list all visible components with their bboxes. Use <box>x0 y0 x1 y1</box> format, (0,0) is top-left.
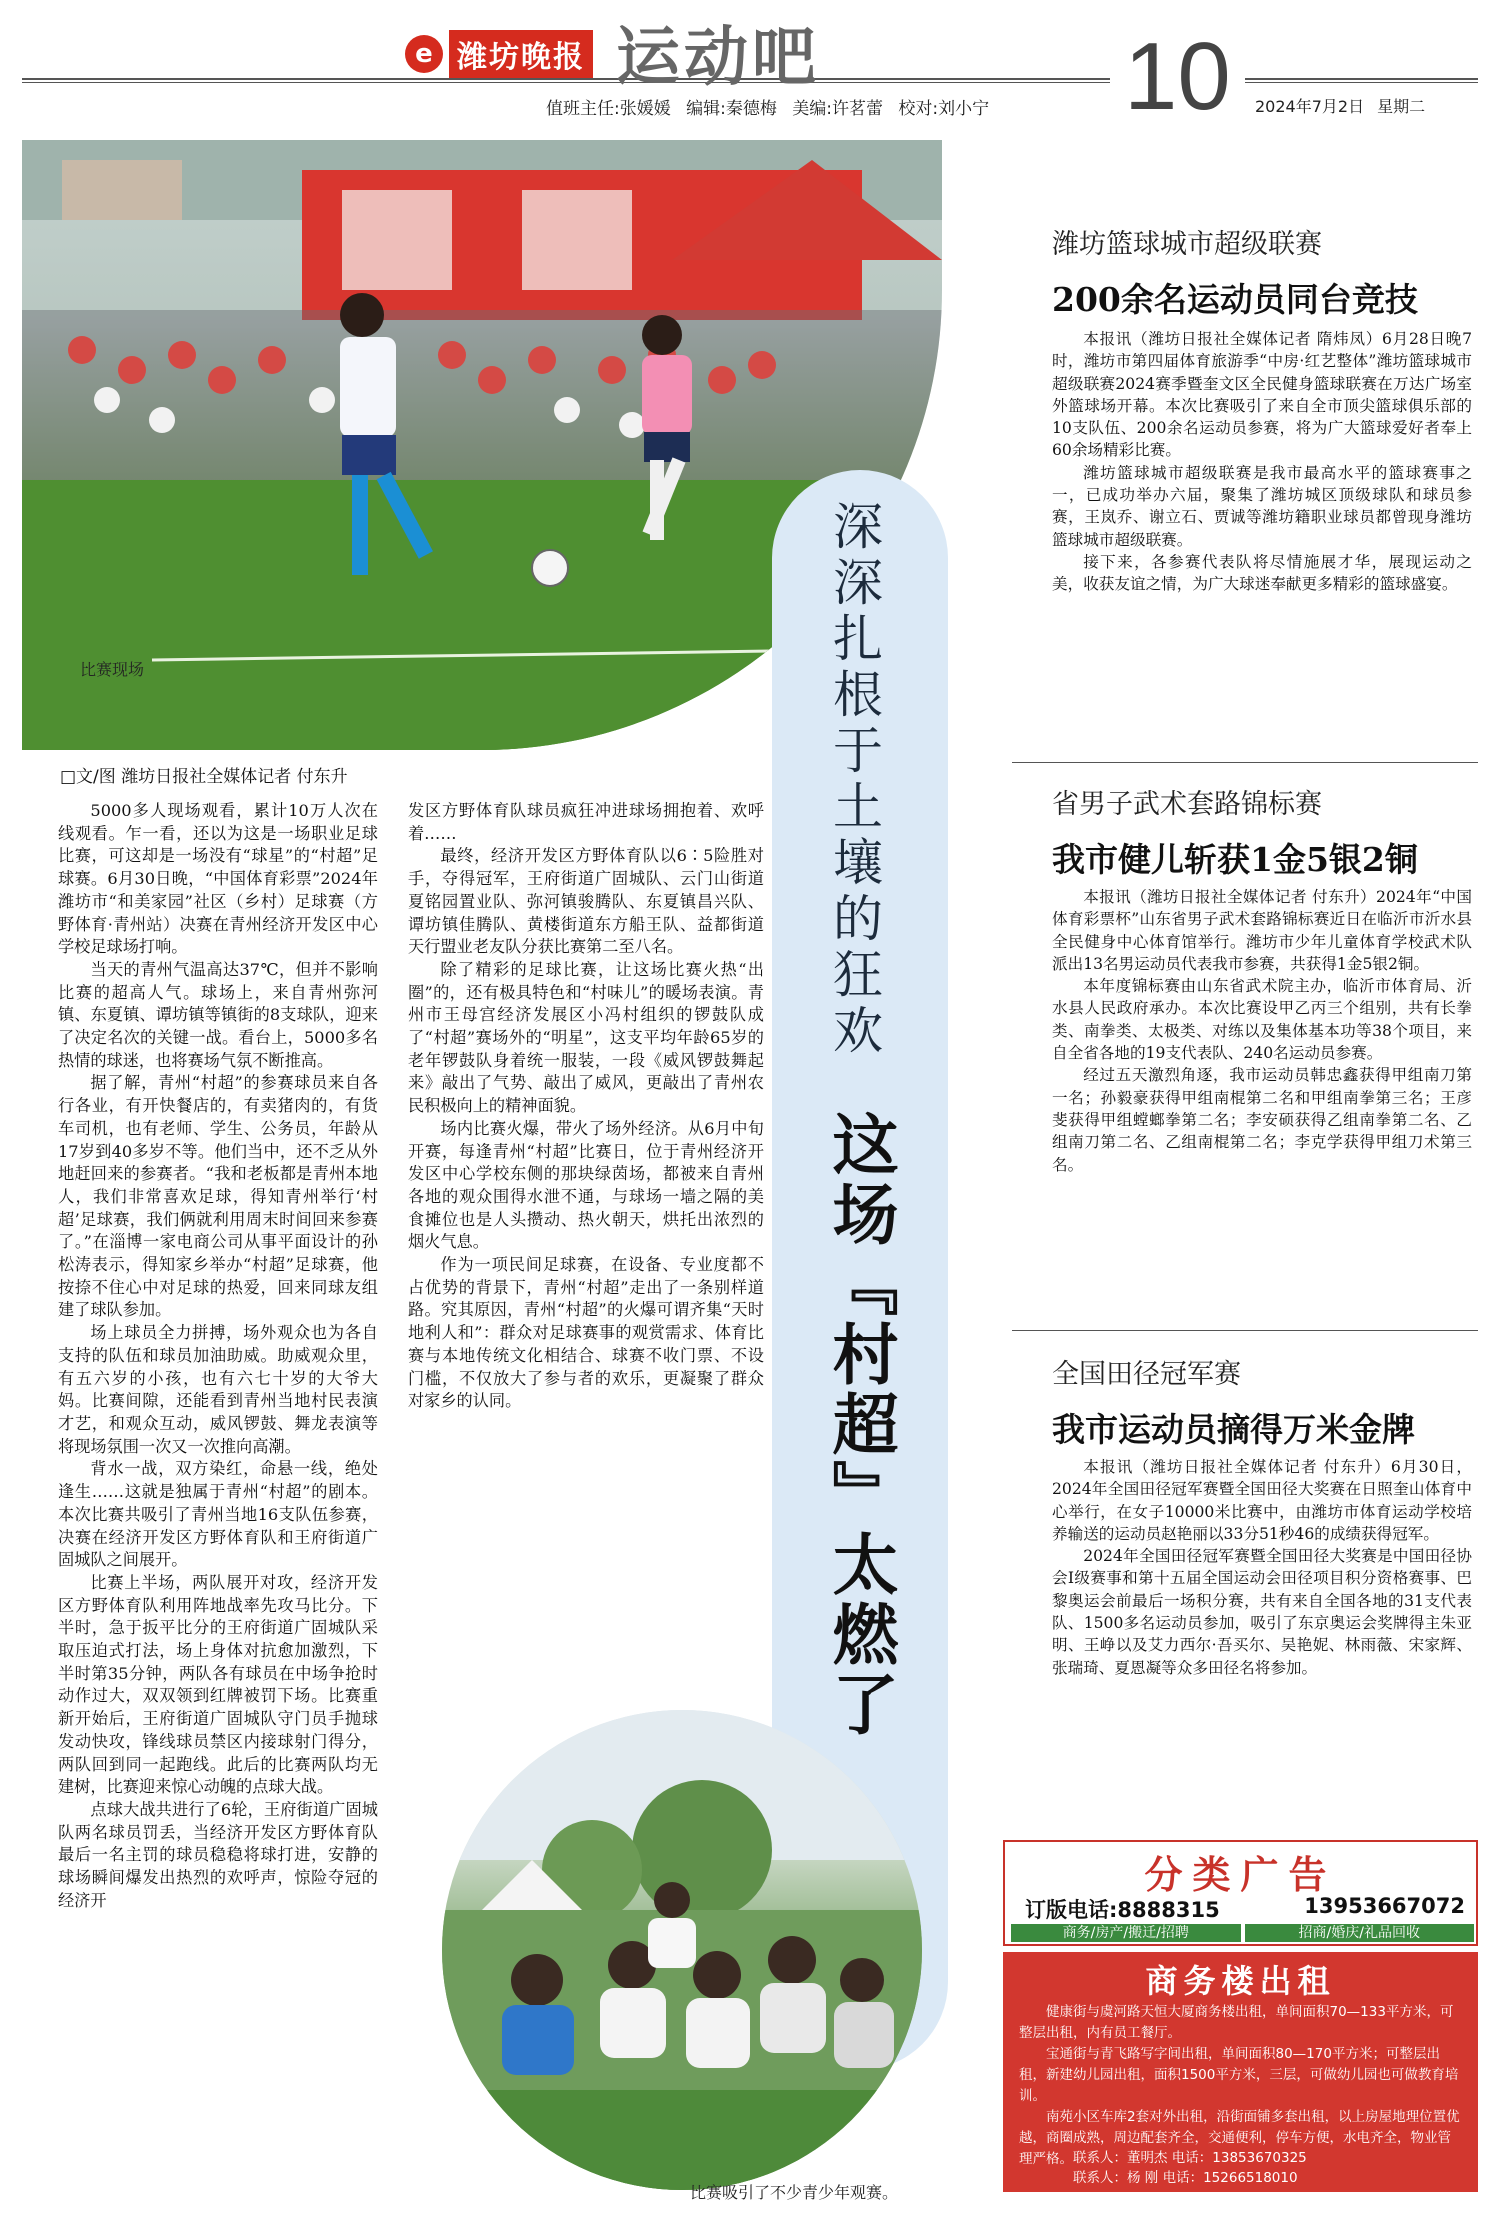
kicker-basketball: 潍坊篮球城市超级联赛 <box>1052 229 1322 260</box>
masthead-logo <box>405 30 593 78</box>
phone-number: 8888315 <box>1117 1898 1220 1922</box>
photo-caption-bottom: 比赛吸引了不少青少年观赛。 <box>690 2183 899 2202</box>
paragraph: 点球大战共进行了6轮，王府街道广固城队两名球员罚丢，当经济开发区方野体育队最后一名主罚的球员稳稳将球打进，安静的球场瞬间爆发出热烈的欢呼声，惊险夺冠的经济开 <box>58 1799 378 1910</box>
story-basketball <box>1052 328 1472 596</box>
paragraph: 最终，经济开发区方野体育队以6∶5险胜对手，夺得冠军，王府街道广固城队、云门山街道夏铭园置业队、弥河镇骏腾队、东夏镇昌兴队、谭坊镇佳腾队、黄楼街道东方船王队、益都街道天行盟业老友队分获比赛第二至八名。 <box>408 846 764 957</box>
ad-contact: 联系人：杨 刚 电话：15266518010 <box>1073 2170 1298 2186</box>
paragraph: 潍坊篮球城市超级联赛是我市最高水平的篮球赛事之一，已成功举办六届，聚集了潍坊城区顶级球队和球员参赛，王岚乔、谢立石、贾诚等潍坊籍职业球员都曾现身潍坊篮球城市超级联赛。 <box>1052 463 1472 549</box>
story-divider <box>1012 1330 1478 1331</box>
paragraph: 除了精彩的足球比赛，让这场比赛火热“出圈”的，还有极具特色和“村味儿”的暖场表演。青州市王母宫经济发展区小冯村组织的锣鼓队成了“村超”赛场外的“明星”，这支平均年龄65岁的老年锣鼓队身着统一服装，一段《威风锣鼓舞起来》敲出了气势、敲出了威风，更敲出了青州农民积极向上的精神面貌。 <box>408 959 764 1116</box>
page-number: 10 <box>1110 22 1245 132</box>
story-column-2 <box>408 800 764 1413</box>
issue-date: 2024年7月2日 星期二 <box>1255 97 1426 116</box>
classified-ad-phones: 订版电话:8888315 13953667072 <box>1025 1894 1465 1922</box>
paragraph: 比赛上半场，两队展开对攻，经济开发区方野体育队利用阵地战率先攻马比分。下半时，急于扳平比分的王府街道广固城队采取压迫式打法，场上身体对抗愈加激烈，下半时第35分钟，两队各有球员在中场争抢时动作过大，双双领到红牌被罚下场。比赛重新开始后，王府街道广固城队守门员手抛球发动快攻，锋线球员禁区内接球射门得分，两队回到同一起跑线。此后的比赛两队均无建树，比赛迎来惊心动魄的点球大战。 <box>58 1572 378 1797</box>
phone-number: 13953667072 <box>1304 1894 1465 1918</box>
story-wushu <box>1052 886 1472 1176</box>
headline-athletics: 我市运动员摘得万米金牌 <box>1052 1410 1415 1449</box>
paragraph: 作为一项民间足球赛，在设备、专业度都不占优势的背景下，青州“村超”走出了一条别样道路。究其原因，青州“村超”的火爆可谓齐集“天时地利人和”：群众对足球赛事的观赏需求、体育比赛与本地传统文化相结合、球赛不收门票、不设门槛，不仅放大了参与者的欢乐，更凝聚了群众对家乡的认同。 <box>408 1255 764 1411</box>
headline-basketball: 200余名运动员同台竞技 <box>1052 280 1418 319</box>
headline-wushu: 我市健儿斩获1金5银2铜 <box>1052 840 1418 879</box>
paragraph: 当天的青州气温高达37℃，但并不影响比赛的超高人气。球场上，来自青州弥河镇、东夏镇、谭坊镇等镇街的8支球队，迎来了决定名次的关键一战。看台上，5000多名热情的球迷，也将赛场气氛不断推高。 <box>58 959 378 1070</box>
office-rental-ad <box>1003 1952 1478 2192</box>
ad-contact: 联系人：董明杰 电话：13853670325 <box>1073 2150 1307 2166</box>
kicker-athletics: 全国田径冠军赛 <box>1052 1359 1241 1390</box>
spectators-photo <box>442 1710 922 2190</box>
kicker-wushu: 省男子武术套路锦标赛 <box>1052 789 1322 820</box>
ad-line: 宝通街与青飞路写字间出租，单间面积80—170平方米；可整层出租，新建幼儿园出租，面积1500平方米，三层，可做幼儿园也可做教育培训。 <box>1019 2046 1459 2104</box>
paragraph: 本报讯（潍坊日报社全媒体记者 付东升）2024年“中国体育彩票杯”山东省男子武术套路锦标赛近日在临沂市沂水县全民健身中心体育馆举行。潍坊市少年儿童体育学校武术队派出13名男运动员代表我市参赛，共获得1金5银2铜。 <box>1052 888 1472 973</box>
paragraph: 2024年全国田径冠军赛暨全国田径大奖赛是中国田径协会I级赛事和第十五届全国运动会田径项目积分资格赛事、巴黎奥运会前最后一场积分赛，共有来自全国各地的31支代表队、1500多名运动员参加，吸引了东京奥运会奖牌得主朱亚明、王峥以及艾力西尔·吾买尔、吴艳妮、林雨薇、宋家辉、张瑞琦、夏恩凝等众多田径名将参加。 <box>1052 1547 1472 1677</box>
paragraph: 场上球员全力拼搏，场外观众也为各自支持的队伍和球员加油助威。助威观众里，有五六岁的小孩，也有六七十岁的大爷大妈。比赛间隙，还能看到青州当地村民表演才艺，和观众互动，威风锣鼓、舞龙表演等将现场氛围一次又一次推向高潮。 <box>58 1323 378 1456</box>
classified-ad-tags <box>1011 1924 1474 1942</box>
byline: □文/图 潍坊日报社全媒体记者 付东升 <box>60 767 348 787</box>
phone-label: 订版电话 <box>1025 1898 1109 1922</box>
paragraph: 接下来，各参赛代表队将尽情施展才华，展现运动之美，收获友谊之情，为广大球迷奉献更多精彩的篮球盛宴。 <box>1052 552 1472 594</box>
editor-credits: 值班主任:张媛媛 编辑:秦德梅 美编:许茗蕾 校对:刘小宁 <box>546 99 990 119</box>
ad-tag: 商务/房产/搬迁/招聘 <box>1011 1924 1241 1942</box>
paragraph: 5000多人现场观看，累计10万人次在线观看。乍一看，还以为这是一场职业足球比赛，可这却是一场没有“球星”的“村超”足球赛。6月30日晚，“中国体育彩票”2024年潍坊市“和美家园”社区（乡村）足球赛（方野体育·青州站）决赛在青州经济开发区中心学校足球场打响。 <box>58 801 378 957</box>
office-ad-contacts <box>1073 2148 1307 2188</box>
paragraph: 本报讯（潍坊日报社全媒体记者 付东升）6月30日，2024年全国田径冠军赛暨全国田径大奖赛在日照奎山体育中心举行，在女子10000米比赛中，由潍坊市体育运动学校培养输送的运动员赵艳丽以33分51秒46的成绩获得冠军。 <box>1052 1458 1472 1543</box>
paragraph: 经过五天激烈角逐，我市运动员韩忠鑫获得甲组南刀第一名；孙毅豪获得甲组南棍第二名和甲组南拳第三名；王彦斐获得甲组螳螂拳第二名；李安硕获得乙组南拳第二名、乙组南刀第二名、乙组南棍第二名；李克学获得甲组刀术第三名。 <box>1052 1066 1472 1174</box>
classified-ad <box>1003 1840 1478 1946</box>
paragraph: 发区方野体育队球员疯狂冲进球场拥抱着、欢呼着…… <box>408 801 764 843</box>
photo-caption-top: 比赛现场 <box>80 660 145 679</box>
story-title: 这场『村超』太燃了 <box>821 1110 898 1740</box>
office-ad-title: 商务楼出租 <box>1145 1962 1336 2000</box>
paper-name: 潍坊晚报 <box>449 30 593 78</box>
paragraph: 本年度锦标赛由山东省武术院主办，临沂市体育局、沂水县人民政府承办。本次比赛设甲乙丙三个组别，共有长拳类、南拳类、太极类、对练以及集体基本功等38个项目，来自全省各地的19支代表队、240名运动员参赛。 <box>1052 977 1472 1063</box>
story-athletics <box>1052 1456 1472 1679</box>
paragraph: 场内比赛火爆，带火了场外经济。从6月中旬开赛，每逢青州“村超”比赛日，位于青州经济开发区中心学校东侧的那块绿茵场，都被来自青州各地的观众围得水泄不通，与球场一墙之隔的美食摊位也是人头攒动、热火朝天，烘托出浓烈的烟火气息。 <box>408 1118 764 1252</box>
paragraph: 据了解，青州“村超”的参赛球员来自各行各业，有开快餐店的，有卖猪肉的，有货车司机，也有老师、学生、公务员，年龄从17岁到40多岁不等。他们当中，还不乏从外地赶回来的参赛者。“我和老板都是青州本地人，我们非常喜欢足球，得知青州举行‘村超’足球赛，我们俩就利用周末时间回来参赛了。”在淄博一家电商公司从事平面设计的孙松涛表示，得知家乡举办“村超”足球赛，他按捺不住心中对足球的热爱，回来同球友组建了球队参加。 <box>58 1073 378 1320</box>
logo-mark-icon: e <box>405 35 443 73</box>
spectators-photo-illustration <box>442 1710 922 2190</box>
story-divider <box>1012 762 1478 763</box>
story-column-1 <box>58 800 378 1912</box>
classified-ad-title: 分类广告 <box>1144 1853 1337 1897</box>
ad-tag: 招商/婚庆/礼品回收 <box>1245 1924 1475 1942</box>
ad-line: 健康街与虞河路天恒大厦商务楼出租，单间面积70—133平方米，可整层出租，内有员工餐厅。 <box>1019 2004 1454 2041</box>
section-title: 运动吧 <box>616 21 820 95</box>
ad-line: 南苑小区车库2套对外出租，沿街面铺多套出租，以上房屋地理位置优越，商圈成熟，周边配套齐全，交通便利，停车方便，水电齐全，物业管理严格。 <box>1019 2109 1460 2167</box>
office-ad-body <box>1019 2002 1462 2170</box>
story-subtitle: 深深扎根于土壤的狂欢 <box>825 500 883 1060</box>
paragraph: 本报讯（潍坊日报社全媒体记者 隋炜凤）6月28日晚7时，潍坊市第四届体育旅游季“中房·红艺整体”潍坊篮球城市超级联赛2024赛季暨奎文区全民健身篮球联赛在万达广场室外篮球场开幕。本次比赛吸引了来自全市顶尖篮球俱乐部的10支队伍、200余名运动员参赛，将为广大篮球爱好者奉上60余场精彩比赛。 <box>1052 330 1472 460</box>
paragraph: 背水一战，双方染红，命悬一线，绝处逢生……这就是独属于青州“村超”的剧本。本次比赛共吸引了青州当地16支队伍参赛，决赛在经济开发区方野体育队和王府街道广固城队之间展开。 <box>58 1459 378 1570</box>
